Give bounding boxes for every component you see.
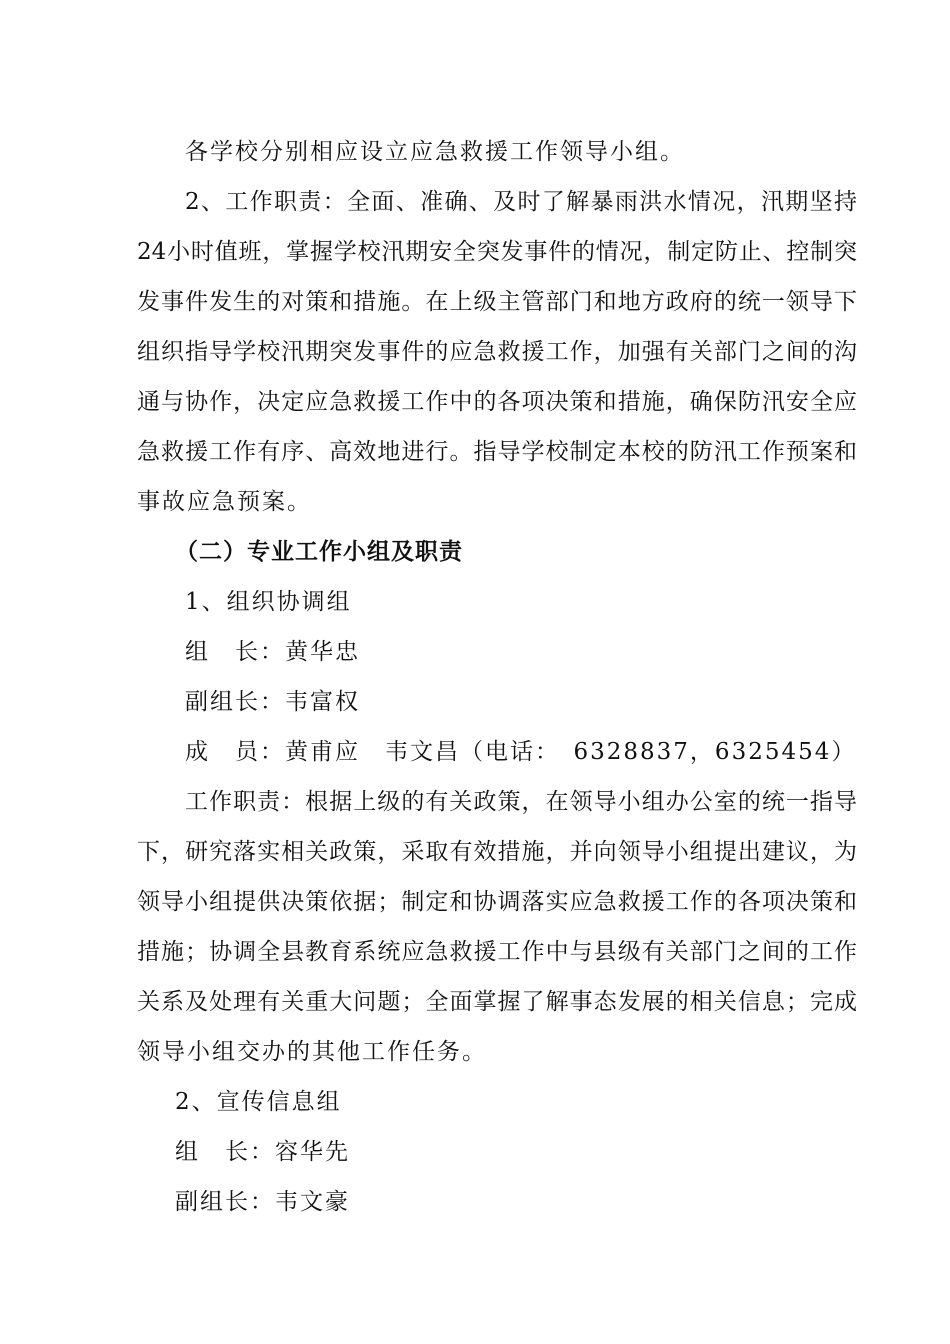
paragraph-line: 领导小组提供决策依据；制定和协调落实应急救援工作的各项决策和 (137, 889, 857, 915)
paragraph-line: 领导小组交办的其他工作任务。 (137, 1039, 487, 1065)
paragraph-line: 急救援工作有序、高效地进行。指导学校制定本校的防汛工作预案和 (137, 439, 857, 465)
leader-line: 组 长：黄华忠 (185, 639, 360, 665)
paragraph-line: 2、工作职责：全面、准确、及时了解暴雨洪水情况，汛期坚持 (185, 189, 857, 215)
paragraph-line: 发事件发生的对策和措施。在上级主管部门和地方政府的统一领导下 (137, 289, 857, 315)
deputy-leader-line: 副组长：韦文豪 (175, 1189, 350, 1215)
paragraph-line: 24小时值班，掌握学校汛期安全突发事件的情况，制定防止、控制突 (137, 239, 857, 265)
deputy-leader-line: 副组长：韦富权 (185, 689, 360, 715)
paragraph-line: 工作职责：根据上级的有关政策，在领导小组办公室的统一指导 (185, 789, 857, 815)
paragraph-line: 组织指导学校汛期突发事件的应急救援工作，加强有关部门之间的沟 (137, 339, 857, 365)
paragraph-line: 下，研究落实相关政策，采取有效措施，并向领导小组提出建议，为 (137, 839, 857, 865)
paragraph-line: 事故应急预案。 (137, 489, 312, 515)
paragraph-line: 关系及处理有关重大问题；全面掌握了解事态发展的相关信息；完成 (137, 989, 857, 1015)
paragraph-line: 各学校分别相应设立应急救援工作领导小组。 (185, 139, 685, 165)
paragraph-line: 通与协作，决定应急救援工作中的各项决策和措施，确保防汛安全应 (137, 389, 857, 415)
paragraph-line: 措施；协调全县教育系统应急救援工作中与县级有关部门之间的工作 (137, 939, 857, 965)
group-title: 2、宣传信息组 (175, 1089, 342, 1115)
leader-line: 组 长：容华先 (175, 1139, 350, 1165)
members-line: 成 员：黄甫应 韦文昌（电话： 6328837，6325454） (185, 739, 857, 765)
group-title: 1、组织协调组 (185, 589, 352, 615)
section-heading: （二）专业工作小组及职责 (175, 539, 463, 565)
